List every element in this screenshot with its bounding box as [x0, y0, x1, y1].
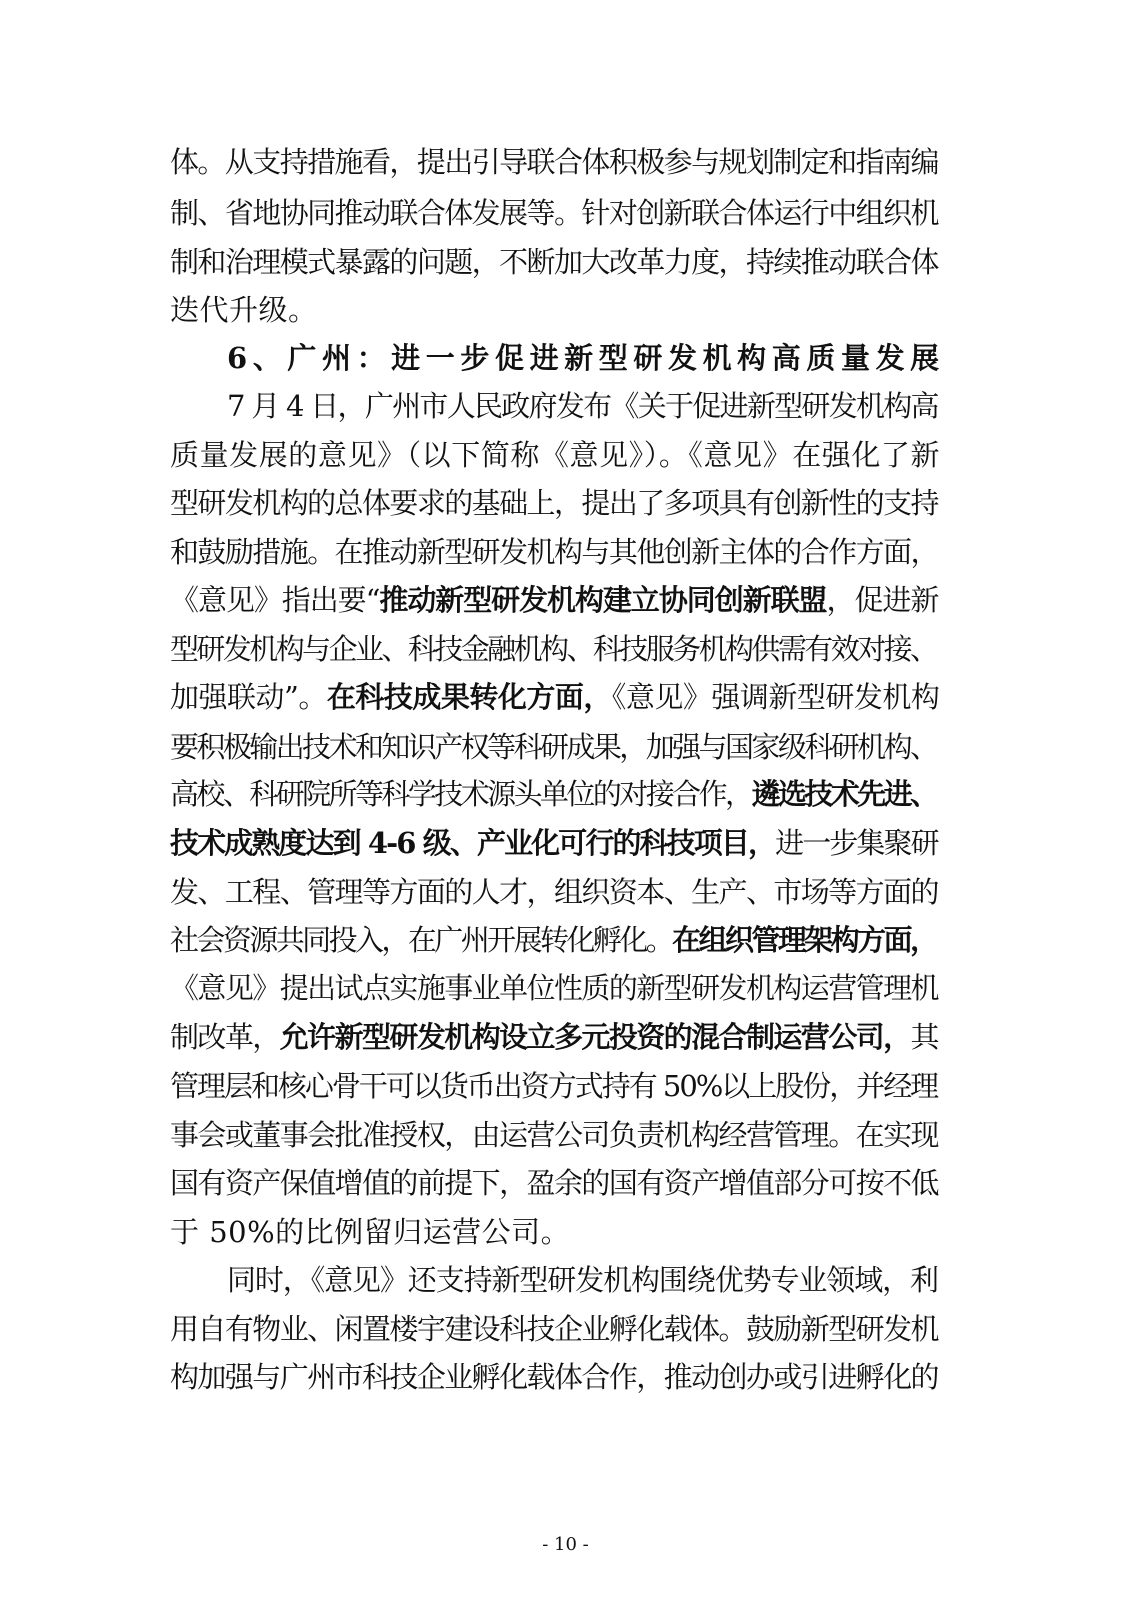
text-span: 制改革， [170, 1020, 280, 1054]
bold-text-span: 遴选技术先进、 [751, 777, 937, 811]
bold-text-span: 在组织管理架构方面， [672, 923, 937, 957]
text-span: 《意见》提出试点实施事业单位性质的新型研发机构运营管理机 [170, 971, 938, 1005]
paragraph-line [170, 923, 936, 957]
text-span: 于 50%的比例留归运营公司。 [170, 1215, 571, 1249]
page-number: - 10 - [542, 1534, 589, 1555]
text-span: 《意见》强调新型研发机构 [611, 680, 940, 714]
text-span: 型研发机构的总体要求的基础上，提出了多项具有创新性的支持 [170, 486, 938, 520]
paragraph-line [170, 680, 939, 714]
text-span: 《意见》指出要“ [170, 583, 380, 617]
paragraph-line [170, 1215, 570, 1249]
text-span: 构加强与广州市科技企业孵化载体合作，推动创办或引进孵化的 [170, 1360, 938, 1394]
text-span: 管理层和核心骨干可以货币出资方式持有 50%以上股份，并经理 [170, 1069, 938, 1103]
paragraph-line [170, 1020, 938, 1054]
text-span: 体。从支持措施看，提出引导联合体积极参与规划制定和指南编 [170, 145, 938, 179]
paragraph-line [170, 1312, 938, 1346]
text-span: 事会或董事会批准授权，由运营公司负责机构经营管理。在实现 [170, 1118, 938, 1152]
text-span: 加强联动”。 [170, 680, 327, 714]
paragraph-line [170, 583, 938, 617]
paragraph-line [170, 875, 938, 909]
paragraph-line [170, 971, 938, 1005]
text-span: 进一步集聚研 [775, 826, 938, 860]
paragraph-line [170, 1166, 938, 1200]
paragraph-line [227, 389, 938, 423]
text-span: 社会资源共同投入，在广州开展转化孵化。 [170, 923, 673, 957]
paragraph-line [170, 438, 940, 472]
bold-text-span: 允许新型研发机构设立多元投资的混合制运营公司， [279, 1020, 911, 1054]
bold-text-span: 在科技成果转化方面， [326, 680, 612, 714]
paragraph-line [170, 730, 936, 764]
text-span: 发、工程、管理等方面的人才，组织资本、生产、市场等方面的 [170, 875, 938, 909]
bold-text-span: 推动新型研发机构建立协同创新联盟 [379, 583, 827, 617]
paragraph-line [170, 826, 938, 860]
text-span: 7 月 4 日，广州市人民政府发布《关于促进新型研发机构高 [227, 389, 938, 423]
text-span: 同时，《意见》还支持新型研发机构围绕优势专业领域，利 [227, 1263, 938, 1297]
text-span: 高校、科研院所等科学技术源头单位的对接合作， [170, 777, 752, 811]
paragraph-line [170, 486, 938, 520]
bold-text-span: 技术成熟度达到 4-6 级、产业化可行的科技项目， [170, 826, 776, 860]
paragraph-line [170, 145, 938, 179]
paragraph-line [227, 1263, 938, 1297]
text-span: 国有资产保值增值的前提下，盈余的国有资产增值部分可按不低 [170, 1166, 938, 1200]
text-span: 和鼓励措施。在推动新型研发机构与其他创新主体的合作方面， [170, 535, 938, 569]
paragraph-line [170, 535, 938, 569]
section-heading [227, 341, 945, 375]
paragraph-line [170, 777, 936, 811]
paragraph-line [170, 1118, 938, 1152]
text-span: 6、广州：进一步促进新型研发机构高质量发展 [227, 341, 945, 375]
text-span: 制、省地协同推动联合体发展等。针对创新联合体运行中组织机 [170, 196, 938, 230]
text-span: 型研发机构与企业、科技金融机构、科技服务机构供需有效对接、 [170, 632, 937, 666]
text-span: 用自有物业、闲置楼宇建设科技企业孵化载体。鼓励新型研发机 [170, 1312, 938, 1346]
paragraph-line [170, 293, 318, 327]
text-span: 要积极输出技术和知识产权等科研成果，加强与国家级科研机构、 [170, 730, 937, 764]
text-span: 其 [910, 1020, 938, 1054]
paragraph-line [170, 1360, 938, 1394]
paragraph-line [170, 196, 938, 230]
text-span: 质量发展的意见》（以下简称《意见》）。《意见》在强化了新 [170, 438, 941, 472]
text-span: 迭代升级。 [170, 293, 318, 327]
paragraph-line [170, 245, 938, 279]
paragraph-line [170, 632, 936, 666]
paragraph-line [170, 1069, 937, 1103]
text-span: ，促进新 [826, 583, 939, 617]
text-span: 制和治理模式暴露的问题，不断加大改革力度，持续推动联合体 [170, 245, 938, 279]
